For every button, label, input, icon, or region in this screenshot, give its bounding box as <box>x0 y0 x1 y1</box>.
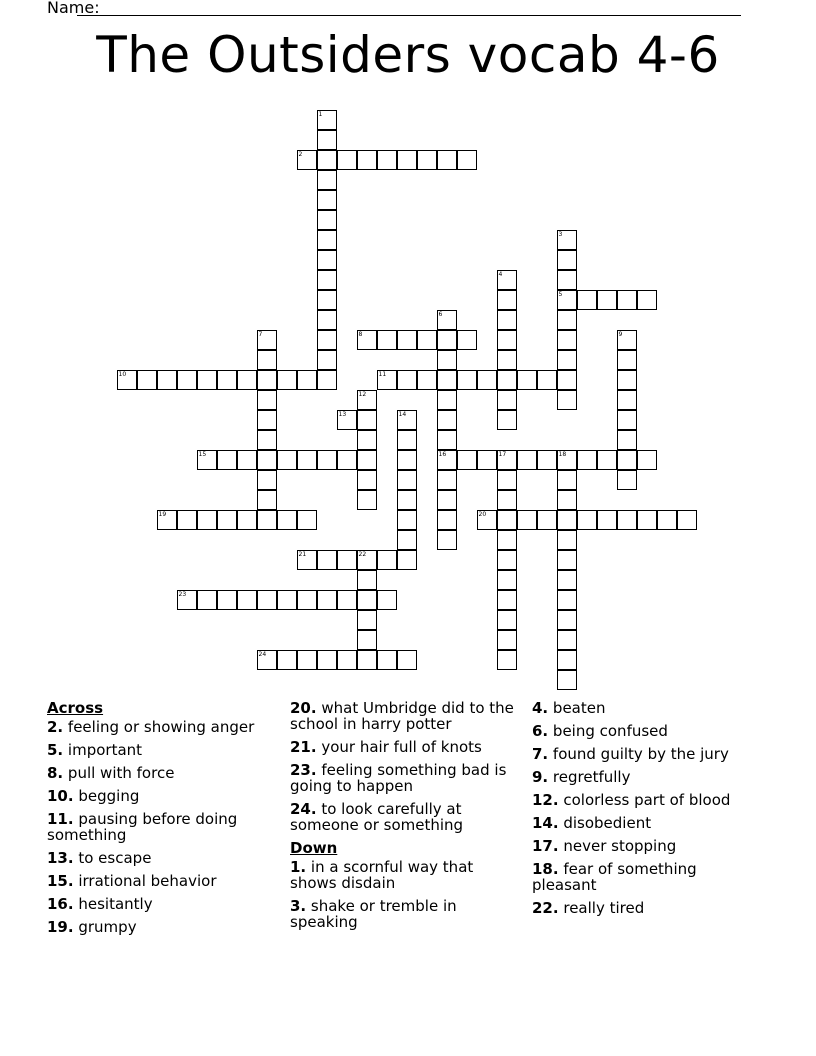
crossword-cell[interactable] <box>357 150 377 170</box>
crossword-cell[interactable] <box>557 230 577 250</box>
crossword-cell[interactable] <box>537 370 557 390</box>
clue-across-20 <box>290 700 515 732</box>
crossword-cell[interactable] <box>357 610 377 630</box>
clue-number: 21. <box>290 738 317 756</box>
crossword-cell[interactable] <box>517 450 537 470</box>
clue-across-15 <box>47 873 272 889</box>
clue-text: pull with force <box>67 764 175 782</box>
crossword-cell[interactable] <box>497 610 517 630</box>
crossword-cell[interactable] <box>497 530 517 550</box>
name-label: Name: <box>47 0 100 17</box>
crossword-cell[interactable] <box>597 290 617 310</box>
crossword-cell[interactable] <box>437 370 457 390</box>
crossword-cell[interactable] <box>297 510 317 530</box>
clue-down-12 <box>532 792 757 808</box>
crossword-cell[interactable] <box>557 390 577 410</box>
clue-down-18 <box>532 861 757 893</box>
crossword-cell[interactable] <box>497 470 517 490</box>
crossword-cell[interactable] <box>677 510 697 530</box>
crossword-cell[interactable] <box>557 250 577 270</box>
crossword-cell[interactable] <box>637 510 657 530</box>
clue-down-4 <box>532 700 757 716</box>
crossword-cell[interactable] <box>377 590 397 610</box>
crossword-cell[interactable] <box>317 230 337 250</box>
clue-number: 6. <box>532 722 549 740</box>
crossword-cell[interactable] <box>377 370 397 390</box>
crossword-cell[interactable] <box>537 510 557 530</box>
cell-number: 20 <box>478 510 487 518</box>
crossword-cell[interactable] <box>397 450 417 470</box>
crossword-cell[interactable] <box>437 310 457 330</box>
crossword-cell[interactable] <box>497 390 517 410</box>
crossword-cell[interactable] <box>437 510 457 530</box>
clue-text: in a scornful way that shows disdain <box>290 858 474 892</box>
clue-number: 18. <box>532 860 559 878</box>
crossword-cell[interactable] <box>437 430 457 450</box>
cell-number: 16 <box>438 450 447 458</box>
crossword-cell[interactable] <box>417 370 437 390</box>
crossword-cell[interactable] <box>557 570 577 590</box>
clue-number: 1. <box>290 858 307 876</box>
crossword-cell[interactable] <box>497 350 517 370</box>
clue-text: feeling or showing anger <box>67 718 255 736</box>
crossword-cell[interactable] <box>237 450 257 470</box>
crossword-cell[interactable] <box>517 370 537 390</box>
crossword-cell[interactable] <box>317 190 337 210</box>
crossword-cell[interactable] <box>617 350 637 370</box>
cell-number: 7 <box>258 330 263 338</box>
clue-across-5 <box>47 742 272 758</box>
crossword-cell[interactable] <box>317 590 337 610</box>
crossword-cell[interactable] <box>257 450 277 470</box>
crossword-cell[interactable] <box>357 590 377 610</box>
crossword-cell[interactable] <box>117 370 137 390</box>
crossword-cell[interactable] <box>357 450 377 470</box>
crossword-cell[interactable] <box>257 490 277 510</box>
crossword-cell[interactable] <box>637 290 657 310</box>
crossword-cell[interactable] <box>497 570 517 590</box>
crossword-cell[interactable] <box>397 370 417 390</box>
crossword-cell[interactable] <box>617 290 637 310</box>
crossword-cell[interactable] <box>437 410 457 430</box>
crossword-cell[interactable] <box>317 170 337 190</box>
crossword-cell[interactable] <box>557 330 577 350</box>
crossword-cell[interactable] <box>257 410 277 430</box>
clue-text: begging <box>78 787 140 805</box>
crossword-cell[interactable] <box>557 650 577 670</box>
clue-text: hesitantly <box>78 895 153 913</box>
crossword-cell[interactable] <box>237 370 257 390</box>
crossword-cell[interactable] <box>257 430 277 450</box>
cell-number: 6 <box>438 310 443 318</box>
crossword-cell[interactable] <box>437 350 457 370</box>
crossword-cell[interactable] <box>557 670 577 690</box>
crossword-cell[interactable] <box>497 490 517 510</box>
clue-text: to escape <box>78 849 152 867</box>
crossword-cell[interactable] <box>557 450 577 470</box>
crossword-cell[interactable] <box>617 510 637 530</box>
crossword-cell[interactable] <box>537 450 557 470</box>
crossword-cell[interactable] <box>157 370 177 390</box>
crossword-cell[interactable] <box>617 470 637 490</box>
crossword-cell[interactable] <box>177 370 197 390</box>
clue-number: 13. <box>47 849 74 867</box>
crossword-cell[interactable] <box>557 370 577 390</box>
crossword-cell[interactable] <box>497 410 517 430</box>
crossword-cell[interactable] <box>137 370 157 390</box>
crossword-cell[interactable] <box>557 490 577 510</box>
crossword-cell[interactable] <box>457 150 477 170</box>
crossword-cell[interactable] <box>277 450 297 470</box>
crossword-cell[interactable] <box>257 590 277 610</box>
clue-text: found guilty by the jury <box>552 745 729 763</box>
crossword-cell[interactable] <box>557 310 577 330</box>
crossword-cell[interactable] <box>557 510 577 530</box>
crossword-cell[interactable] <box>277 370 297 390</box>
crossword-cell[interactable] <box>437 470 457 490</box>
cell-number: 1 <box>318 110 323 118</box>
crossword-cell[interactable] <box>377 330 397 350</box>
crossword-cell[interactable] <box>357 390 377 410</box>
clue-text: colorless part of blood <box>563 791 731 809</box>
across-heading: Across <box>47 699 104 717</box>
clue-number: 15. <box>47 872 74 890</box>
crossword-cell[interactable] <box>357 470 377 490</box>
crossword-cell[interactable] <box>217 450 237 470</box>
cell-number: 17 <box>498 450 507 458</box>
crossword-cell[interactable] <box>337 550 357 570</box>
cell-number: 22 <box>358 550 367 558</box>
crossword-cell[interactable] <box>217 590 237 610</box>
cell-number: 9 <box>618 330 623 338</box>
clue-number: 5. <box>47 741 64 759</box>
crossword-cell[interactable] <box>457 370 477 390</box>
crossword-cell[interactable] <box>397 530 417 550</box>
crossword-cell[interactable] <box>297 550 317 570</box>
crossword-cell[interactable] <box>257 470 277 490</box>
crossword-cell[interactable] <box>617 390 637 410</box>
crossword-cell[interactable] <box>617 410 637 430</box>
crossword-cell[interactable] <box>637 450 657 470</box>
cell-number: 3 <box>558 230 563 238</box>
crossword-cell[interactable] <box>397 410 417 430</box>
clue-number: 9. <box>532 768 549 786</box>
crossword-cell[interactable] <box>497 650 517 670</box>
crossword-cell[interactable] <box>557 550 577 570</box>
clue-across-23 <box>290 762 515 794</box>
crossword-cell[interactable] <box>377 550 397 570</box>
clue-number: 24. <box>290 800 317 818</box>
crossword-cell[interactable] <box>357 410 377 430</box>
clue-text: irrational behavior <box>78 872 217 890</box>
crossword-cell[interactable] <box>197 510 217 530</box>
clue-text: being confused <box>552 722 668 740</box>
crossword-cell[interactable] <box>617 370 637 390</box>
crossword-cell[interactable] <box>357 570 377 590</box>
clue-down-7 <box>532 746 757 762</box>
clue-text: what Umbridge did to the school in harry potter <box>290 699 514 733</box>
crossword-cell[interactable] <box>257 510 277 530</box>
crossword-cell[interactable] <box>377 650 397 670</box>
crossword-cell[interactable] <box>557 590 577 610</box>
crossword-cell[interactable] <box>557 630 577 650</box>
clue-number: 20. <box>290 699 317 717</box>
crossword-cell[interactable] <box>357 650 377 670</box>
crossword-cell[interactable] <box>497 550 517 570</box>
clue-down-3 <box>290 898 515 930</box>
clue-number: 14. <box>532 814 559 832</box>
clue-across-10 <box>47 788 272 804</box>
crossword-cell[interactable] <box>497 370 517 390</box>
crossword-cell[interactable] <box>397 430 417 450</box>
crossword-cell[interactable] <box>297 650 317 670</box>
crossword-cell[interactable] <box>317 370 337 390</box>
crossword-cell[interactable] <box>317 270 337 290</box>
clue-text: feeling something bad is going to happen <box>290 761 507 795</box>
clues-column-3 <box>532 700 757 923</box>
crossword-cell[interactable] <box>517 510 537 530</box>
crossword-cell[interactable] <box>597 510 617 530</box>
crossword-cell[interactable] <box>257 370 277 390</box>
clue-down-17 <box>532 838 757 854</box>
crossword-cell[interactable] <box>297 450 317 470</box>
crossword-cell[interactable] <box>217 370 237 390</box>
cell-number: 14 <box>398 410 407 418</box>
crossword-cell[interactable] <box>277 590 297 610</box>
crossword-cell[interactable] <box>177 590 197 610</box>
clue-number: 8. <box>47 764 64 782</box>
crossword-cell[interactable] <box>437 490 457 510</box>
clue-across-11 <box>47 811 272 843</box>
clue-text: really tired <box>563 899 645 917</box>
crossword-cell[interactable] <box>497 270 517 290</box>
crossword-cell[interactable] <box>337 650 357 670</box>
clue-text: your hair full of knots <box>321 738 482 756</box>
crossword-cell[interactable] <box>217 510 237 530</box>
crossword-cell[interactable] <box>357 330 377 350</box>
crossword-cell[interactable] <box>437 150 457 170</box>
cell-number: 19 <box>158 510 167 518</box>
clue-down-1 <box>290 859 515 891</box>
clue-text: to look carefully at someone or something <box>290 800 464 834</box>
crossword-cell[interactable] <box>357 550 377 570</box>
crossword-cell[interactable] <box>357 490 377 510</box>
clue-number: 11. <box>47 810 74 828</box>
crossword-cell[interactable] <box>437 450 457 470</box>
crossword-cell[interactable] <box>397 150 417 170</box>
crossword-cell[interactable] <box>437 390 457 410</box>
crossword-cell[interactable] <box>197 370 217 390</box>
clue-down-14 <box>532 815 757 831</box>
cell-number: 12 <box>358 390 367 398</box>
crossword-cell[interactable] <box>557 270 577 290</box>
crossword-cell[interactable] <box>317 310 337 330</box>
clue-number: 7. <box>532 745 549 763</box>
crossword-cell[interactable] <box>557 530 577 550</box>
clue-number: 2. <box>47 718 64 736</box>
clue-down-6 <box>532 723 757 739</box>
crossword-cell[interactable] <box>397 510 417 530</box>
crossword-cell[interactable] <box>297 150 317 170</box>
crossword-cell[interactable] <box>317 450 337 470</box>
clue-across-21 <box>290 739 515 755</box>
crossword-cell[interactable] <box>497 510 517 530</box>
clue-across-19 <box>47 919 272 935</box>
crossword-cell[interactable] <box>477 370 497 390</box>
crossword-cell[interactable] <box>317 550 337 570</box>
cell-number: 5 <box>558 290 563 298</box>
cell-number: 21 <box>298 550 307 558</box>
crossword-cell[interactable] <box>297 590 317 610</box>
crossword-cell[interactable] <box>497 630 517 650</box>
clue-text: pausing before doing something <box>47 810 238 844</box>
clue-across-16 <box>47 896 272 912</box>
crossword-cell[interactable] <box>617 430 637 450</box>
clue-number: 10. <box>47 787 74 805</box>
crossword-cell[interactable] <box>497 310 517 330</box>
clue-text: important <box>67 741 143 759</box>
crossword-cell[interactable] <box>397 550 417 570</box>
crossword-cell[interactable] <box>257 650 277 670</box>
crossword-cell[interactable] <box>617 330 637 350</box>
crossword-cell[interactable] <box>237 590 257 610</box>
crossword-cell[interactable] <box>157 510 177 530</box>
crossword-cell[interactable] <box>257 330 277 350</box>
cell-number: 8 <box>358 330 363 338</box>
crossword-cell[interactable] <box>317 650 337 670</box>
crossword-cell[interactable] <box>337 590 357 610</box>
crossword-cell[interactable] <box>497 450 517 470</box>
crossword-cell[interactable] <box>277 650 297 670</box>
crossword-cell[interactable] <box>397 490 417 510</box>
crossword-cell[interactable] <box>317 130 337 150</box>
crossword-cell[interactable] <box>337 450 357 470</box>
crossword-cell[interactable] <box>317 210 337 230</box>
cell-number: 24 <box>258 650 267 658</box>
crossword-cell[interactable] <box>657 510 677 530</box>
cell-number: 15 <box>198 450 207 458</box>
crossword-cell[interactable] <box>257 350 277 370</box>
clue-number: 12. <box>532 791 559 809</box>
crossword-cell[interactable] <box>457 450 477 470</box>
clues-column-1 <box>47 700 272 942</box>
clue-number: 22. <box>532 899 559 917</box>
clue-number: 4. <box>532 699 549 717</box>
crossword-cell[interactable] <box>397 650 417 670</box>
clue-down-22 <box>532 900 757 916</box>
clue-across-24 <box>290 801 515 833</box>
crossword-cell[interactable] <box>417 330 437 350</box>
crossword-cell[interactable] <box>357 630 377 650</box>
crossword-cell[interactable] <box>417 150 437 170</box>
cell-number: 10 <box>118 370 127 378</box>
clue-text: fear of something pleasant <box>532 860 697 894</box>
crossword-cell[interactable] <box>317 350 337 370</box>
crossword-cell[interactable] <box>317 150 337 170</box>
clue-number: 19. <box>47 918 74 936</box>
crossword-cell[interactable] <box>377 150 397 170</box>
clue-text: regretfully <box>552 768 631 786</box>
crossword-cell[interactable] <box>237 510 257 530</box>
crossword-cell[interactable] <box>557 470 577 490</box>
cell-number: 11 <box>378 370 387 378</box>
crossword-cell[interactable] <box>337 410 357 430</box>
clues-column-2 <box>290 700 515 937</box>
clue-number: 16. <box>47 895 74 913</box>
clue-across-13 <box>47 850 272 866</box>
crossword-cell[interactable] <box>317 110 337 130</box>
crossword-cell[interactable] <box>477 510 497 530</box>
cell-number: 13 <box>338 410 347 418</box>
crossword-cell[interactable] <box>197 450 217 470</box>
crossword-cell[interactable] <box>337 150 357 170</box>
crossword-cell[interactable] <box>617 450 637 470</box>
clue-text: disobedient <box>563 814 652 832</box>
crossword-cell[interactable] <box>497 330 517 350</box>
clue-text: beaten <box>552 699 606 717</box>
clue-text: never stopping <box>563 837 677 855</box>
cell-number: 18 <box>558 450 567 458</box>
crossword-cell[interactable] <box>197 590 217 610</box>
crossword-cell[interactable] <box>577 290 597 310</box>
cell-number: 4 <box>498 270 503 278</box>
crossword-cell[interactable] <box>557 610 577 630</box>
crossword-cell[interactable] <box>597 450 617 470</box>
clue-across-2 <box>47 719 272 735</box>
crossword-cell[interactable] <box>557 290 577 310</box>
crossword-cell[interactable] <box>317 330 337 350</box>
crossword-cell[interactable] <box>577 510 597 530</box>
clue-number: 3. <box>290 897 307 915</box>
crossword-cell[interactable] <box>297 370 317 390</box>
crossword-cell[interactable] <box>397 470 417 490</box>
crossword-cell[interactable] <box>577 450 597 470</box>
cell-number: 23 <box>178 590 187 598</box>
crossword-cell[interactable] <box>397 330 417 350</box>
crossword-cell[interactable] <box>277 510 297 530</box>
crossword-cell[interactable] <box>257 390 277 410</box>
clue-text: shake or tremble in speaking <box>290 897 457 931</box>
clue-across-8 <box>47 765 272 781</box>
crossword-cell[interactable] <box>437 530 457 550</box>
crossword-cell[interactable] <box>177 510 197 530</box>
clue-down-9 <box>532 769 757 785</box>
page-title: The Outsiders vocab 4-6 <box>96 26 720 84</box>
crossword-cell[interactable] <box>497 590 517 610</box>
clue-number: 17. <box>532 837 559 855</box>
crossword-cell[interactable] <box>457 330 477 350</box>
clue-number: 23. <box>290 761 317 779</box>
cell-number: 2 <box>298 150 303 158</box>
crossword-cell[interactable] <box>317 290 337 310</box>
crossword-cell[interactable] <box>557 350 577 370</box>
clue-text: grumpy <box>78 918 137 936</box>
crossword-cell[interactable] <box>357 430 377 450</box>
crossword-cell[interactable] <box>317 250 337 270</box>
crossword-cell[interactable] <box>477 450 497 470</box>
crossword-cell[interactable] <box>437 330 457 350</box>
crossword-cell[interactable] <box>497 290 517 310</box>
down-heading: Down <box>290 839 338 857</box>
